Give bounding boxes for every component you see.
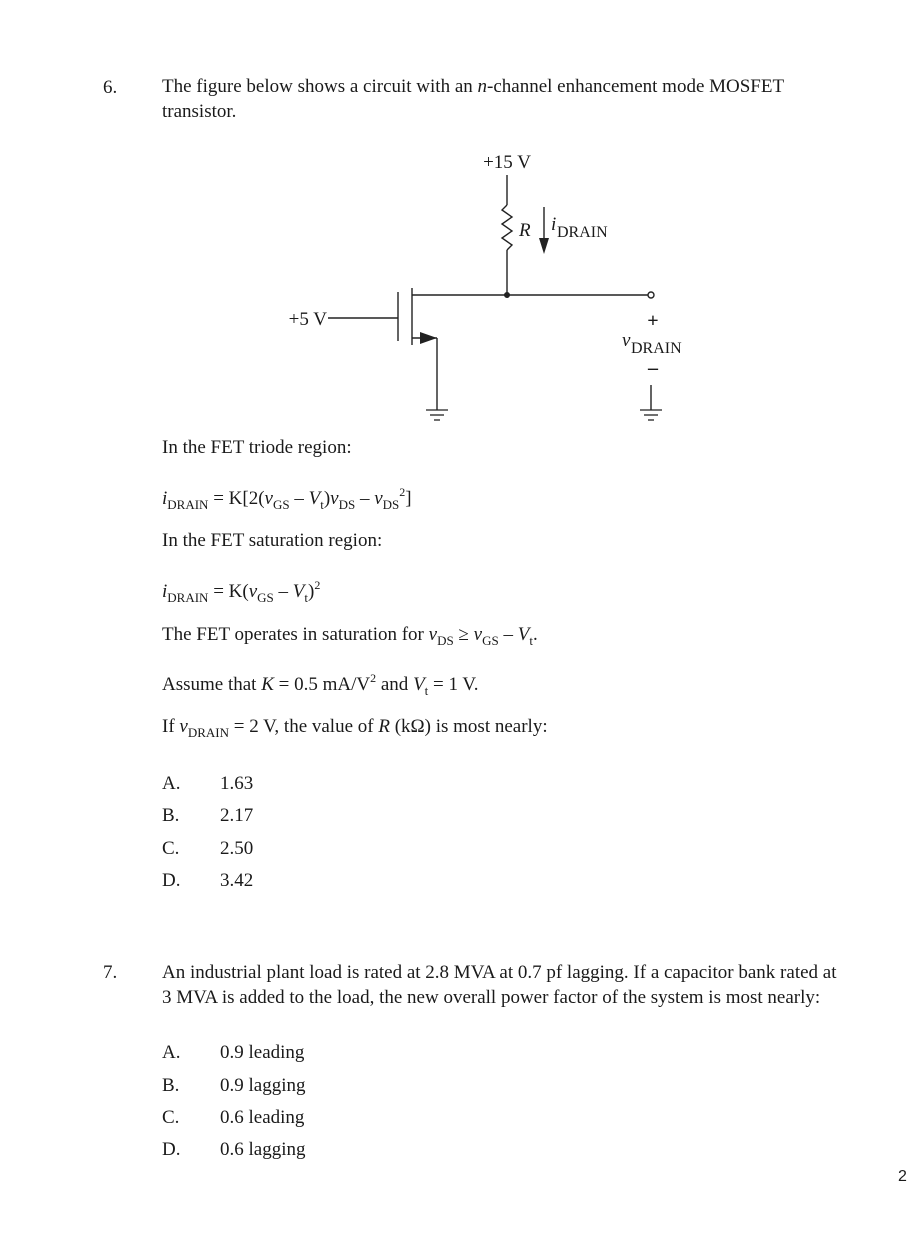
- eq-var: i: [162, 581, 168, 602]
- saturation-condition: [162, 624, 538, 649]
- eq-var: v: [428, 624, 438, 645]
- gate-voltage-label: +5 V: [288, 309, 327, 330]
- eq-part: = 1 V.: [428, 674, 479, 695]
- question-6-number: 6.: [103, 77, 118, 98]
- eq-sub: DS: [437, 633, 454, 648]
- drain-node-dot: [504, 292, 510, 298]
- eq-sub: DRAIN: [167, 590, 209, 605]
- q7-option-b-letter: B.: [162, 1075, 180, 1096]
- text-part: The FET operates in saturation for: [162, 624, 429, 645]
- eq-part: ≥: [453, 624, 474, 645]
- q6-stem-italic-n: n: [477, 76, 488, 97]
- eq-var: v: [179, 716, 188, 737]
- page-number: 2: [898, 1168, 907, 1185]
- ground-symbol-right-icon: [640, 410, 662, 420]
- eq-var: v: [264, 488, 273, 509]
- output-minus-sign: –: [648, 357, 658, 379]
- eq-sub: DRAIN: [187, 725, 230, 740]
- question-7-stem: [162, 960, 882, 1010]
- q7-option-c-value[interactable]: 0.6 leading: [220, 1107, 305, 1128]
- mosfet-circuit-diagram: [0, 0, 911, 440]
- eq-part: = K[2(: [208, 488, 265, 509]
- eq-var: K: [261, 674, 274, 695]
- q7-option-a-value[interactable]: 0.9 leading: [220, 1042, 305, 1063]
- q6-stem-part: -channel enhancement mode MOSFET: [487, 76, 785, 97]
- q6-option-a-value[interactable]: 1.63: [220, 773, 254, 794]
- resistor-label: R: [519, 220, 531, 241]
- eq-var: R: [378, 716, 390, 737]
- eq-var: V: [292, 581, 305, 602]
- eq-part: –: [498, 624, 518, 645]
- q6-option-c-value[interactable]: 2.50: [220, 838, 254, 859]
- current-label-sub: DRAIN: [557, 224, 608, 241]
- question-7-number: 7.: [103, 962, 118, 983]
- eq-var: v: [374, 488, 383, 509]
- q7-option-d-letter: D.: [162, 1139, 181, 1160]
- eq-sub: DS: [338, 497, 356, 512]
- current-label: i: [551, 214, 557, 235]
- q7-option-a-letter: A.: [162, 1042, 181, 1063]
- question-prompt: [162, 716, 548, 741]
- q7-stem-line-1: An industrial plant load is rated at 2.8 MVA at 0.7 pf lagging. If a capacitor bank rated at: [162, 962, 837, 983]
- eq-sub: t: [424, 683, 429, 698]
- eq-var: V: [413, 674, 425, 695]
- q6-option-d-value[interactable]: 3.42: [220, 870, 254, 891]
- q6-option-d-letter: D.: [162, 870, 181, 891]
- eq-part: ]: [405, 488, 412, 509]
- eq-part: = 0.5 mA/V: [273, 674, 371, 695]
- q7-option-c-letter: C.: [162, 1107, 180, 1128]
- output-terminal: [648, 292, 654, 298]
- eq-part: ): [308, 581, 315, 602]
- eq-var: i: [162, 488, 168, 509]
- eq-part: –: [289, 488, 309, 509]
- q6-option-a-letter: A.: [162, 773, 181, 794]
- eq-sub: GS: [482, 633, 499, 648]
- q6-stem-line-2: transistor.: [162, 101, 237, 122]
- eq-sub: t: [529, 633, 533, 648]
- q7-stem-line-2: 3 MVA is added to the load, the new overall power factor of the system is most nearly:: [162, 987, 821, 1008]
- saturation-heading: In the FET saturation region:: [162, 530, 383, 551]
- eq-sub: GS: [257, 590, 274, 605]
- text-part: If: [162, 716, 180, 737]
- text-part: = 2 V, the value of: [229, 716, 379, 737]
- eq-sub: GS: [272, 497, 290, 512]
- q6-option-b-letter: B.: [162, 805, 180, 826]
- output-voltage-label: v: [622, 330, 631, 351]
- resistor-symbol: [502, 205, 512, 250]
- assumption-line: [162, 671, 478, 699]
- q6-option-c-letter: C.: [162, 838, 180, 859]
- eq-var: V: [308, 488, 321, 509]
- text-part: and: [376, 674, 414, 695]
- eq-var: v: [473, 624, 483, 645]
- triode-heading: In the FET triode region:: [162, 437, 352, 458]
- q7-option-b-value[interactable]: 0.9 lagging: [220, 1075, 306, 1096]
- eq-var: V: [517, 624, 530, 645]
- supply-voltage-label: +15 V: [483, 152, 531, 173]
- eq-sup: 2: [399, 485, 406, 499]
- triode-equation: [162, 485, 412, 513]
- output-voltage-label-sub: DRAIN: [631, 340, 682, 357]
- eq-sub: DRAIN: [167, 497, 209, 512]
- eq-sup: 2: [370, 671, 377, 685]
- q6-option-b-value[interactable]: 2.17: [220, 805, 254, 826]
- eq-sub: DS: [382, 497, 400, 512]
- eq-sub: t: [320, 497, 324, 512]
- eq-var: v: [330, 488, 339, 509]
- text-part: (kΩ) is most nearly:: [389, 716, 548, 737]
- q6-stem-part: The figure below shows a circuit with an: [162, 76, 478, 97]
- q7-option-d-value[interactable]: 0.6 lagging: [220, 1139, 306, 1160]
- eq-part: = K(: [208, 581, 249, 602]
- output-plus-sign: +: [647, 310, 659, 332]
- eq-var: v: [248, 581, 258, 602]
- ground-symbol-left-icon: [426, 410, 448, 420]
- eq-part: –: [355, 488, 375, 509]
- saturation-equation: [162, 578, 320, 606]
- source-arrow-icon: [420, 332, 437, 344]
- eq-part: ): [323, 488, 331, 509]
- eq-sub: t: [304, 590, 309, 605]
- eq-part: –: [273, 581, 293, 602]
- current-arrow-head-icon: [539, 238, 549, 254]
- eq-part: .: [532, 624, 538, 645]
- text-part: Assume that: [162, 674, 262, 695]
- eq-sup: 2: [314, 578, 321, 592]
